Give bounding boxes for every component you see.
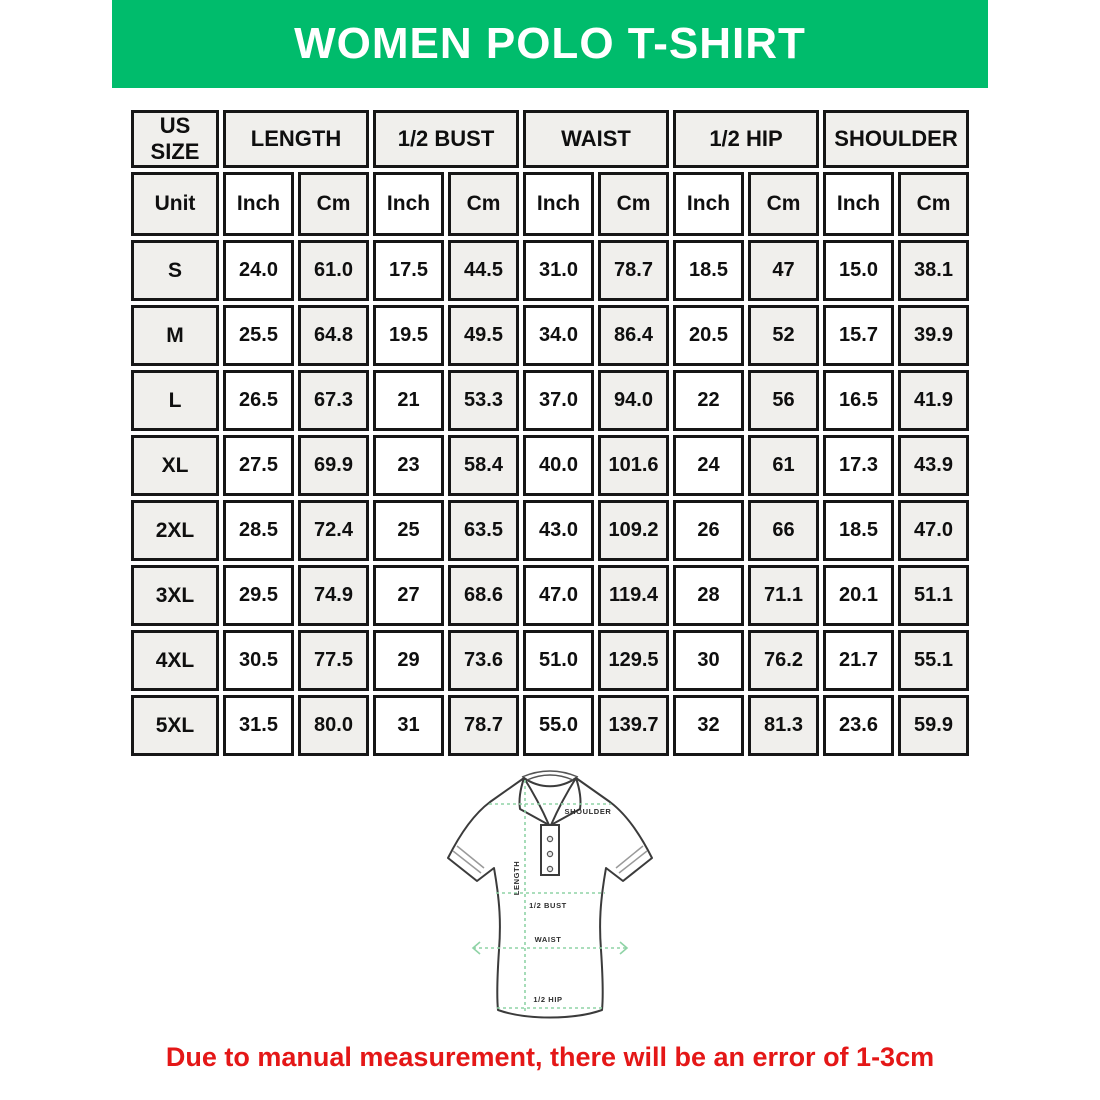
- size-row-l: [131, 370, 969, 431]
- unit-cell: Inch: [223, 172, 294, 236]
- value-cell: 25: [373, 500, 444, 561]
- value-cell: 47.0: [523, 565, 594, 626]
- value-cell: 37.0: [523, 370, 594, 431]
- value-cell: 58.4: [448, 435, 519, 496]
- unit-cell: Cm: [898, 172, 969, 236]
- button-icon: [547, 866, 552, 871]
- size-label: 3XL: [131, 565, 219, 626]
- size-label: 2XL: [131, 500, 219, 561]
- value-cell: 80.0: [298, 695, 369, 756]
- value-cell: 53.3: [448, 370, 519, 431]
- measurement-disclaimer: Due to manual measurement, there will be an error of 1-3cm: [165, 1042, 935, 1072]
- value-cell: 28.5: [223, 500, 294, 561]
- value-cell: 24: [673, 435, 744, 496]
- value-cell: 15.0: [823, 240, 894, 301]
- value-cell: 19.5: [373, 305, 444, 366]
- unit-cell: Cm: [598, 172, 669, 236]
- value-cell: 109.2: [598, 500, 669, 561]
- value-cell: 21.7: [823, 630, 894, 691]
- value-cell: 72.4: [298, 500, 369, 561]
- value-cell: 27.5: [223, 435, 294, 496]
- diagram-label-hip: 1/2 HIP: [533, 995, 563, 1004]
- value-cell: 56: [748, 370, 819, 431]
- button-icon: [547, 836, 552, 841]
- value-cell: 17.5: [373, 240, 444, 301]
- size-table: [127, 106, 973, 760]
- size-row-m: [131, 305, 969, 366]
- unit-cell: Cm: [748, 172, 819, 236]
- value-cell: 25.5: [223, 305, 294, 366]
- diagram-label-bust: 1/2 BUST: [529, 901, 567, 910]
- size-row-xl: [131, 435, 969, 496]
- button-icon: [547, 851, 552, 856]
- value-cell: 23: [373, 435, 444, 496]
- value-cell: 129.5: [598, 630, 669, 691]
- value-cell: 24.0: [223, 240, 294, 301]
- value-cell: 61: [748, 435, 819, 496]
- value-cell: 139.7: [598, 695, 669, 756]
- diagram-label-length: LENGTH: [512, 860, 521, 896]
- value-cell: 55.0: [523, 695, 594, 756]
- size-table-body: [131, 240, 969, 756]
- value-cell: 63.5: [448, 500, 519, 561]
- value-cell: 55.1: [898, 630, 969, 691]
- value-cell: 81.3: [748, 695, 819, 756]
- value-cell: 20.1: [823, 565, 894, 626]
- polo-shirt-illustration: [430, 762, 670, 1034]
- value-cell: 44.5: [448, 240, 519, 301]
- value-cell: 18.5: [673, 240, 744, 301]
- value-cell: 28: [673, 565, 744, 626]
- size-label: 4XL: [131, 630, 219, 691]
- value-cell: 61.0: [298, 240, 369, 301]
- polo-shirt-outline: [448, 778, 652, 1018]
- value-cell: 18.5: [823, 500, 894, 561]
- value-cell: 31: [373, 695, 444, 756]
- value-cell: 26.5: [223, 370, 294, 431]
- value-cell: 71.1: [748, 565, 819, 626]
- value-cell: 86.4: [598, 305, 669, 366]
- unit-cell: Inch: [373, 172, 444, 236]
- unit-header-cell: Unit: [131, 172, 219, 236]
- value-cell: 30.5: [223, 630, 294, 691]
- value-cell: 77.5: [298, 630, 369, 691]
- size-row-s: [131, 240, 969, 301]
- size-label: L: [131, 370, 219, 431]
- column-group-us-size: US SIZE: [131, 110, 219, 168]
- column-group-1-2-bust: 1/2 BUST: [373, 110, 519, 168]
- value-cell: 51.0: [523, 630, 594, 691]
- column-group-waist: WAIST: [523, 110, 669, 168]
- value-cell: 43.9: [898, 435, 969, 496]
- value-cell: 94.0: [598, 370, 669, 431]
- unit-cell: Inch: [823, 172, 894, 236]
- value-cell: 32: [673, 695, 744, 756]
- value-cell: 22: [673, 370, 744, 431]
- value-cell: 69.9: [298, 435, 369, 496]
- value-cell: 51.1: [898, 565, 969, 626]
- diagram-label-waist: WAIST: [534, 935, 562, 944]
- column-group-1-2-hip: 1/2 HIP: [673, 110, 819, 168]
- value-cell: 40.0: [523, 435, 594, 496]
- size-table-head: [131, 110, 969, 236]
- value-cell: 59.9: [898, 695, 969, 756]
- size-row-3xl: [131, 565, 969, 626]
- value-cell: 39.9: [898, 305, 969, 366]
- value-cell: 76.2: [748, 630, 819, 691]
- value-cell: 27: [373, 565, 444, 626]
- size-label: S: [131, 240, 219, 301]
- size-label: XL: [131, 435, 219, 496]
- value-cell: 68.6: [448, 565, 519, 626]
- value-cell: 21: [373, 370, 444, 431]
- value-cell: 67.3: [298, 370, 369, 431]
- unit-cell: Cm: [448, 172, 519, 236]
- value-cell: 26: [673, 500, 744, 561]
- value-cell: 47.0: [898, 500, 969, 561]
- size-row-5xl: [131, 695, 969, 756]
- value-cell: 38.1: [898, 240, 969, 301]
- value-cell: 47: [748, 240, 819, 301]
- value-cell: 101.6: [598, 435, 669, 496]
- value-cell: 119.4: [598, 565, 669, 626]
- collar-band: [522, 771, 578, 780]
- value-cell: 43.0: [523, 500, 594, 561]
- page-title: WOMEN POLO T-SHIRT: [294, 19, 806, 68]
- value-cell: 23.6: [823, 695, 894, 756]
- value-cell: 64.8: [298, 305, 369, 366]
- column-group-length: LENGTH: [223, 110, 369, 168]
- column-group-shoulder: SHOULDER: [823, 110, 969, 168]
- value-cell: 78.7: [598, 240, 669, 301]
- value-cell: 34.0: [523, 305, 594, 366]
- unit-cell: Inch: [523, 172, 594, 236]
- value-cell: 31.5: [223, 695, 294, 756]
- value-cell: 30: [673, 630, 744, 691]
- value-cell: 20.5: [673, 305, 744, 366]
- unit-cell: Cm: [298, 172, 369, 236]
- title-banner: [112, 0, 988, 88]
- value-cell: 29.5: [223, 565, 294, 626]
- size-label: M: [131, 305, 219, 366]
- value-cell: 31.0: [523, 240, 594, 301]
- value-cell: 41.9: [898, 370, 969, 431]
- value-cell: 74.9: [298, 565, 369, 626]
- value-cell: 52: [748, 305, 819, 366]
- polo-shirt-diagram: [430, 762, 670, 1034]
- size-row-4xl: [131, 630, 969, 691]
- value-cell: 66: [748, 500, 819, 561]
- diagram-label-shoulder: SHOULDER: [564, 807, 612, 816]
- size-label: 5XL: [131, 695, 219, 756]
- size-row-2xl: [131, 500, 969, 561]
- value-cell: 16.5: [823, 370, 894, 431]
- value-cell: 15.7: [823, 305, 894, 366]
- value-cell: 78.7: [448, 695, 519, 756]
- unit-cell: Inch: [673, 172, 744, 236]
- value-cell: 49.5: [448, 305, 519, 366]
- value-cell: 29: [373, 630, 444, 691]
- value-cell: 73.6: [448, 630, 519, 691]
- value-cell: 17.3: [823, 435, 894, 496]
